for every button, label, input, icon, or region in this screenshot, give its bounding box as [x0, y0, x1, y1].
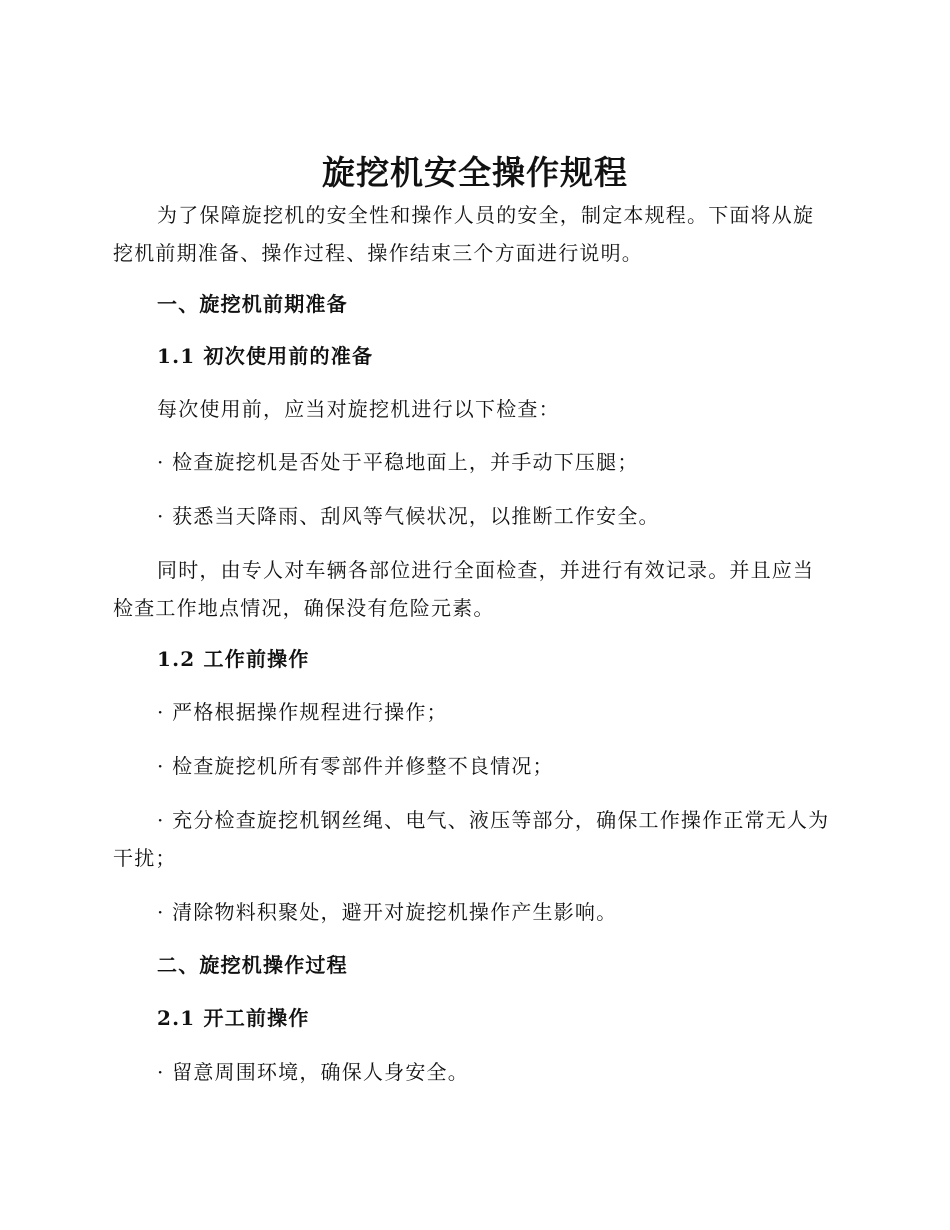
bullet-item: · 充分检查旋挖机钢丝绳、电气、液压等部分，确保工作操作正常无人为干扰；	[113, 808, 830, 870]
subsection-heading-2-1: 2.1 开工前操作	[157, 1006, 310, 1030]
document-title: 旋挖机安全操作规程	[322, 153, 628, 192]
subsection-heading-1-1: 1.1 初次使用前的准备	[157, 344, 374, 368]
bullet-item: · 留意周围环境，确保人身安全。	[157, 1060, 469, 1084]
body-paragraph-check-intro: 每次使用前，应当对旋挖机进行以下检查：	[157, 397, 560, 421]
bullet-item: · 获悉当天降雨、刮风等气候状况，以推断工作安全。	[157, 504, 660, 528]
intro-paragraph: 为了保障旋挖机的安全性和操作人员的安全，制定本规程。下面将从旋挖机前期准备、操作过程、操作结束三个方面进行说明。	[113, 203, 815, 265]
body-paragraph-inspection: 同时，由专人对车辆各部位进行全面检查，并进行有效记录。并且应当检查工作地点情况，确保没有危险元素。	[113, 558, 815, 620]
subsection-heading-1-2: 1.2 工作前操作	[157, 647, 310, 671]
bullet-item: · 检查旋挖机所有零部件并修整不良情况；	[157, 754, 554, 778]
section-heading-1: 一、旋挖机前期准备	[157, 292, 348, 316]
bullet-item: · 清除物料积聚处，避开对旋挖机操作产生影响。	[157, 900, 618, 924]
section-heading-2: 二、旋挖机操作过程	[157, 953, 348, 977]
bullet-item: · 检查旋挖机是否处于平稳地面上，并手动下压腿；	[157, 450, 639, 474]
bullet-item: · 严格根据操作规程进行操作；	[157, 700, 448, 724]
